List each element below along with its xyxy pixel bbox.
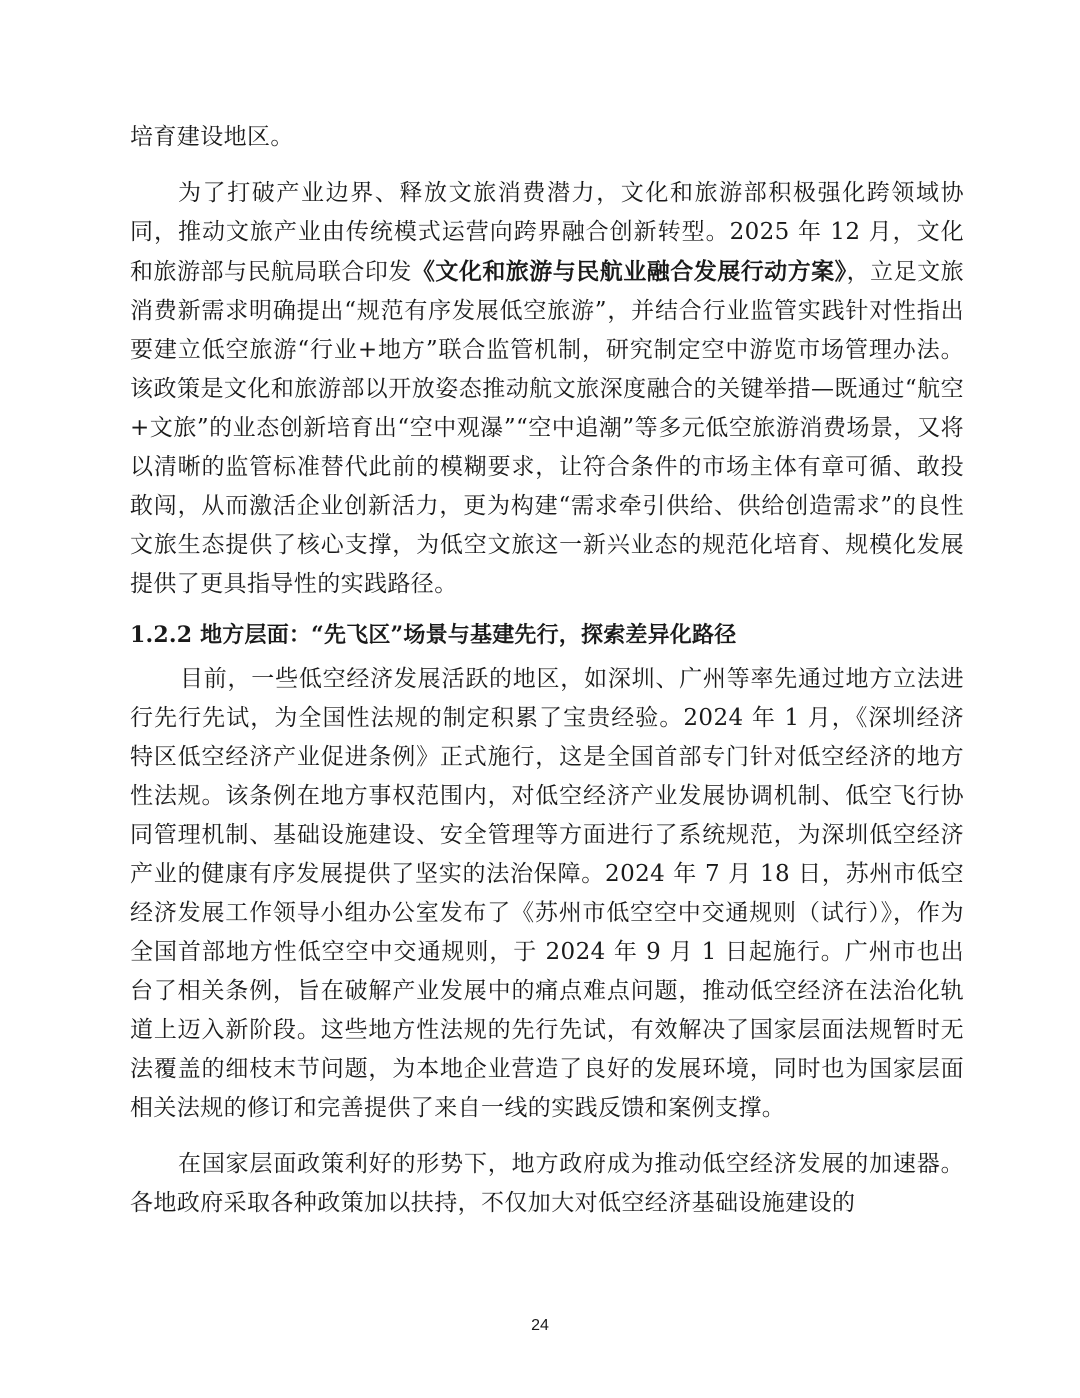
- paragraph-continuation: 培育建设地区。: [130, 124, 294, 150]
- paragraph-text: ，立足文旅消费新需求明确提出“规范有序发展低空旅游”，并结合行业监管实践针对性指出要建立低空旅游“行业+地方”联合监管机制，研究制定空中游览市场管理办法。该政策是文化和旅游部以开放姿态推动航文旅深度融合的关键举措—既通过“航空+文旅”的业态创新培育出“空中观瀑”“空中追潮”等多元低空旅游消费场景，又将以清晰的监管标准替代此前的模糊要求，让符合条件的市场主体有章可循、敢投敢闯，从而激活企业创新活力，更为构建“需求牵引供给、供给创造需求”的良性文旅生态提供了核心支撑，为低空文旅这一新兴业态的规范化培育、规模化发展提供了更具指导性的实践路径。: [130, 259, 964, 597]
- paragraph-culture-tourism-policy: [130, 174, 964, 604]
- paragraph-text: 为了打破产业边界、释放文旅消费潜力，文化和旅游部积极强化跨领域协同，推动文旅产业由传统模式运营向跨界融合创新转型。2025 年 12 月，文化和旅游部与民航局联合印发: [130, 180, 964, 285]
- paragraph-local-government: 在国家层面政策利好的形势下，地方政府成为推动低空经济发展的加速器。各地政府采取各种政策加以扶持，不仅加大对低空经济基础设施建设的: [130, 1151, 964, 1216]
- document-title-bold: 《文化和旅游与民航业融合发展行动方案》: [411, 258, 847, 285]
- page-body: [130, 118, 964, 1223]
- page-number: 24: [531, 1317, 549, 1334]
- section-heading: 1.2.2 地方层面：“先飞区”场景与基建先行，探索差异化路径: [130, 622, 737, 648]
- paragraph-local-legislation: 目前，一些低空经济发展活跃的地区，如深圳、广州等率先通过地方立法进行先行先试，为全国性法规的制定积累了宝贵经验。2024 年 1 月，《深圳经济特区低空经济产业促进条例》正式施行，这是全国首部专门针对低空经济的地方性法规。该条例在地方事权范围内，对低空经济产业发展协调机制、低空飞行协同管理机制、基础设施建设、安全管理等方面进行了系统规范，为深圳低空经济产业的健康有序发展提供了坚实的法治保障。2024 年 7 月 18 日，苏州市低空经济发展工作领导小组办公室发布了《苏州市低空空中交通规则（试行）》，作为全国首部地方性低空空中交通规则，于 2024 年 9 月 1 日起施行。广州市也出台了相关条例，旨在破解产业发展中的痛点难点问题，推动低空经济在法治化轨道上迈入新阶段。这些地方性法规的先行先试，有效解决了国家层面法规暂时无法覆盖的细枝末节问题，为本地企业营造了良好的发展环境，同时也为国家层面相关法规的修订和完善提供了来自一线的实践反馈和案例支撑。: [130, 666, 964, 1121]
